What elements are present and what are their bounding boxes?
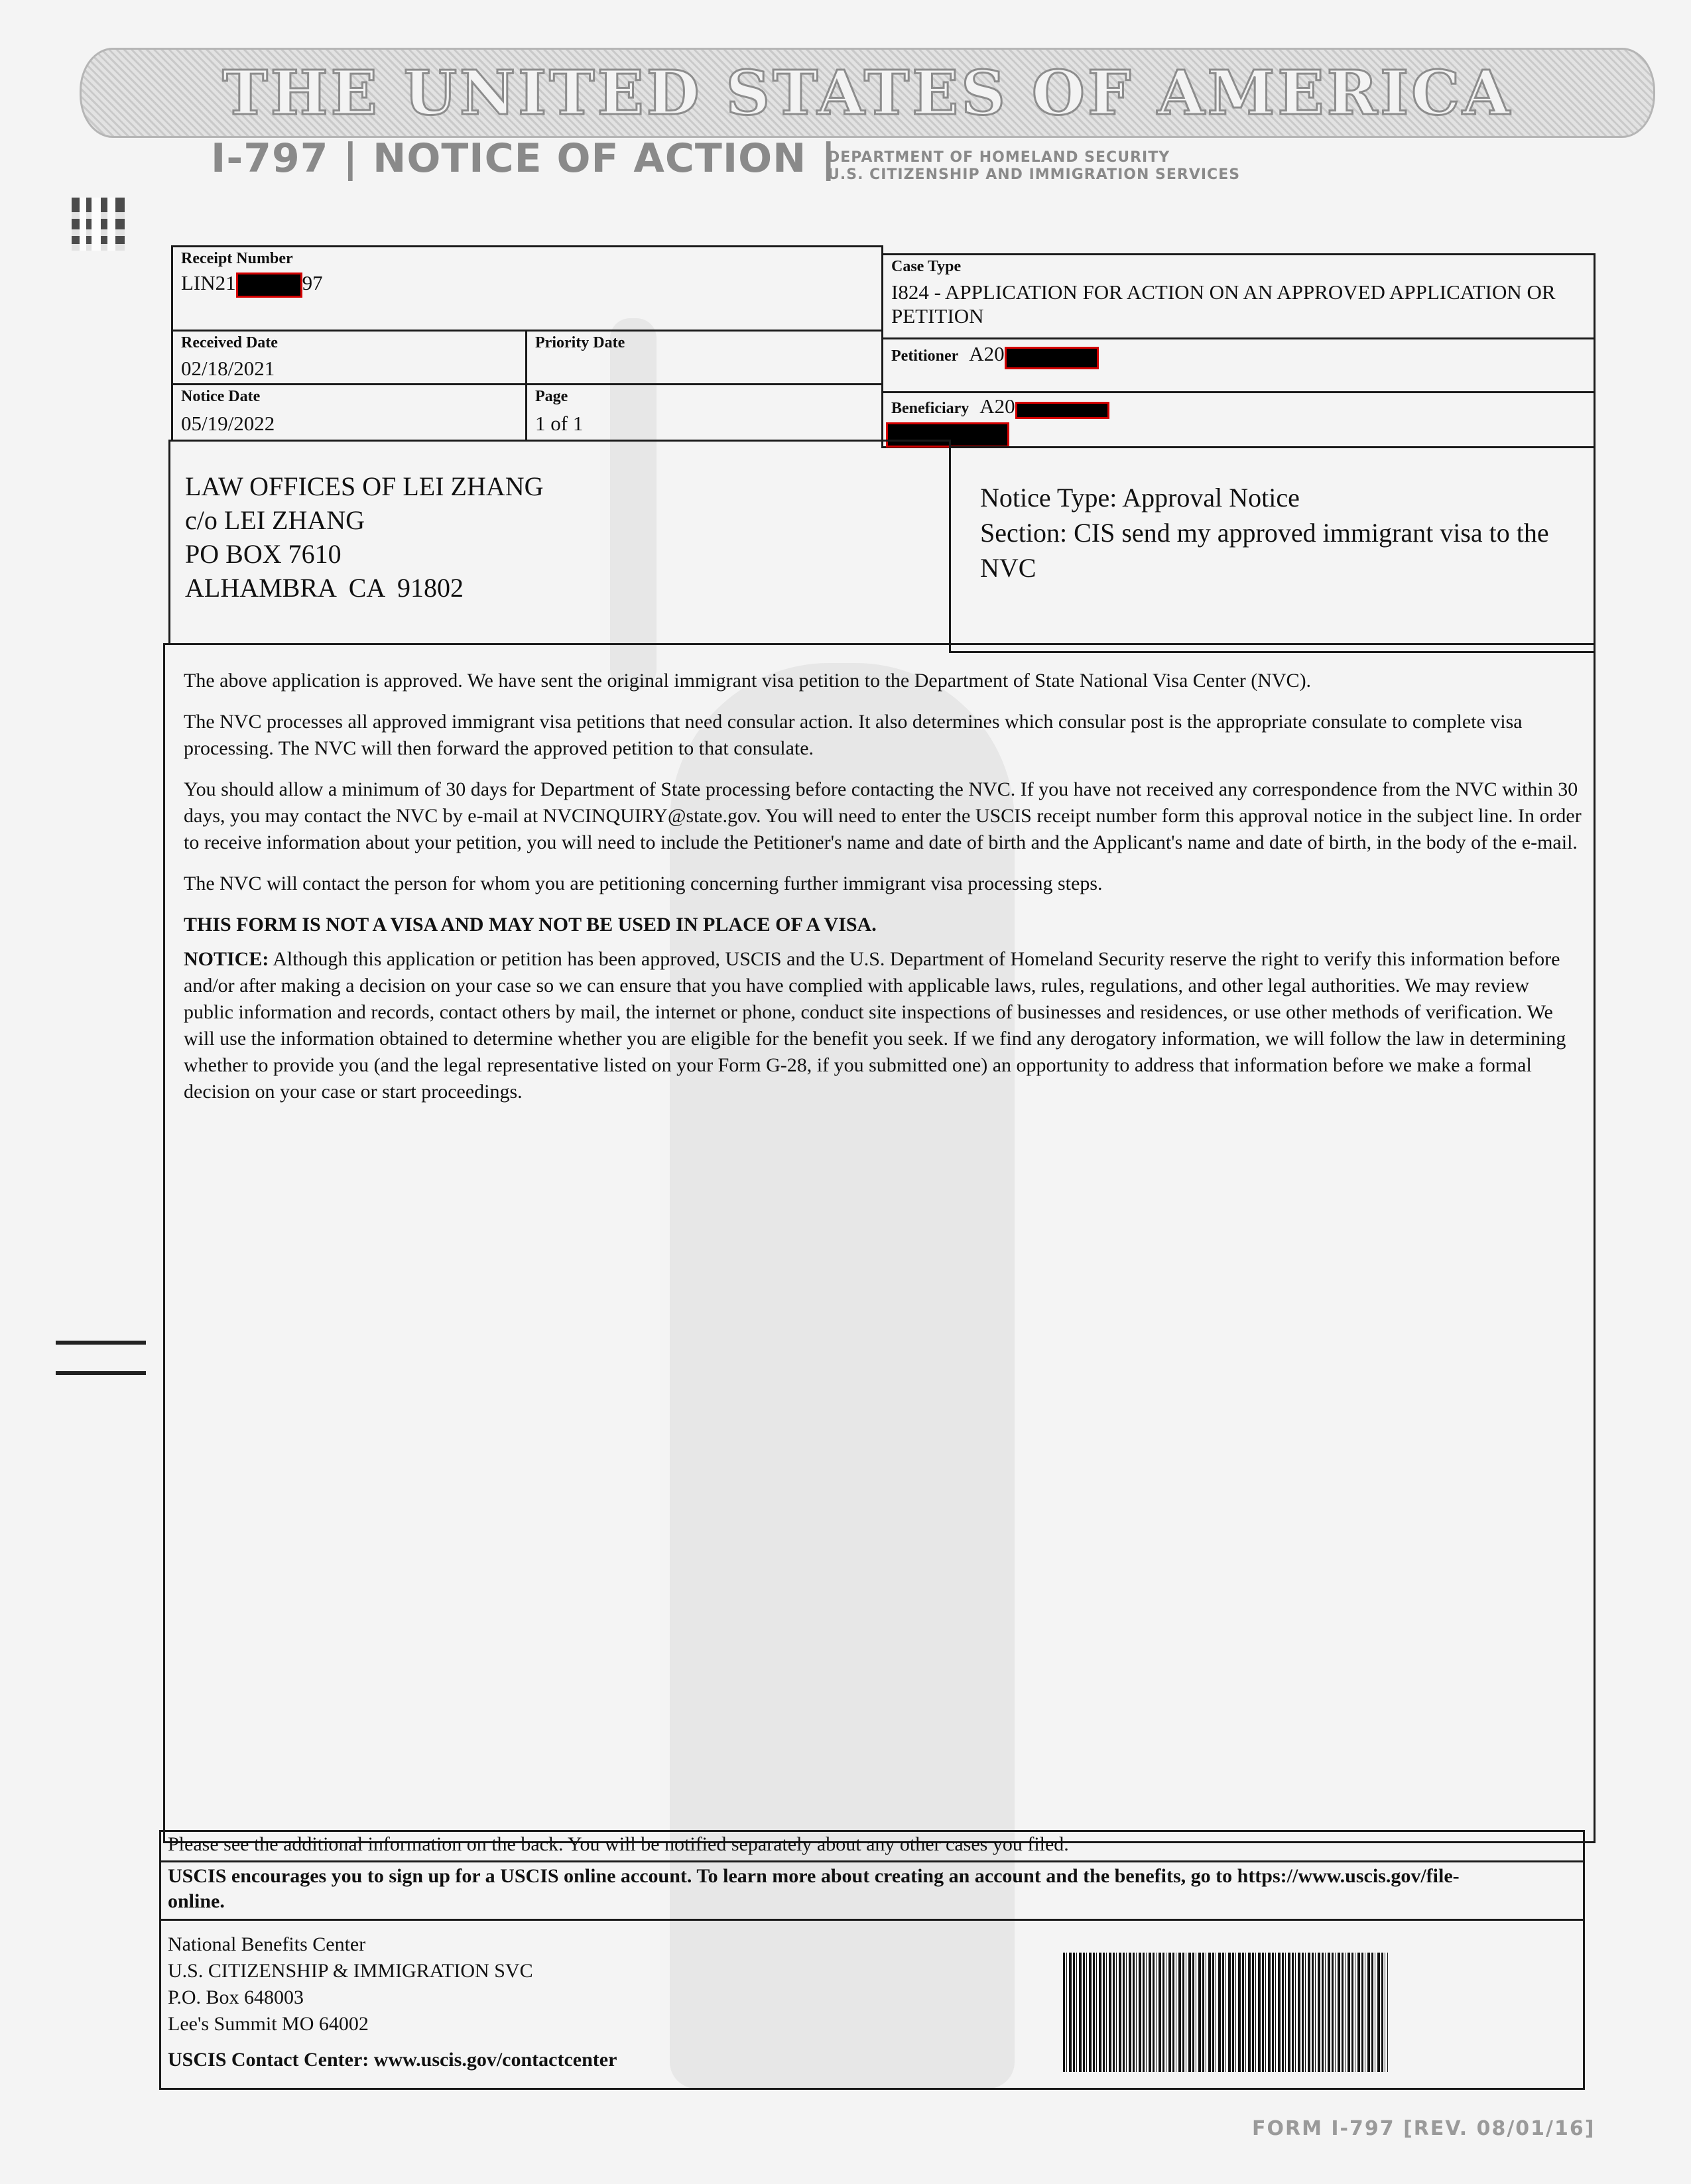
petitioner-cell bbox=[881, 337, 1596, 393]
page-value: 1 of 1 bbox=[535, 412, 584, 435]
barcode-icon bbox=[1063, 1953, 1388, 2072]
notice-body-frame bbox=[163, 643, 1596, 1843]
header-banner bbox=[80, 48, 1655, 138]
fold-mark bbox=[56, 1371, 146, 1375]
notice-type-text bbox=[980, 480, 1590, 585]
notice-label: NOTICE: bbox=[184, 948, 269, 970]
mailing-address bbox=[185, 469, 544, 605]
received-date-cell bbox=[171, 330, 527, 385]
notice-date-label: Notice Date bbox=[181, 388, 261, 405]
visa-warning: THIS FORM IS NOT A VISA AND MAY NOT BE USED IN PLACE OF A VISA. bbox=[184, 914, 877, 936]
received-date-label: Received Date bbox=[181, 334, 278, 351]
office-line-4: Lee's Summit MO 64002 bbox=[168, 2013, 369, 2035]
case-type-value: I824 - APPLICATION FOR ACTION ON AN APPROVED APPLICATION OR PETITION bbox=[891, 280, 1556, 328]
beneficiary-row bbox=[891, 394, 1109, 419]
receipt-number-label: Receipt Number bbox=[181, 250, 293, 267]
additional-info-text: Please see the additional information on the back. You will be notified separately about any other cases you filed. bbox=[168, 1833, 1069, 1855]
received-date-value: 02/18/2021 bbox=[181, 357, 275, 380]
notice-type-block bbox=[949, 446, 1596, 653]
petitioner-row bbox=[891, 342, 1099, 369]
office-line-1: National Benefits Center bbox=[168, 1933, 366, 1955]
form-title: I-797 | NOTICE OF ACTION | bbox=[211, 135, 837, 182]
body-paragraph-1: The above application is approved. We have sent the original immigrant visa petition to the Department of State National Visa Center (NVC). bbox=[184, 670, 1312, 692]
beneficiary-label: Beneficiary bbox=[891, 400, 970, 417]
petitioner-value: A20 bbox=[969, 342, 1005, 365]
online-account-row bbox=[161, 1862, 1583, 1921]
form-revision: FORM I-797 [REV. 08/01/16] bbox=[1252, 2117, 1596, 2140]
notice-date-cell bbox=[171, 383, 527, 442]
redaction-block bbox=[236, 273, 302, 298]
body-paragraph-4: The NVC will contact the person for whom you are petitioning concerning further immigrant visa processing steps. bbox=[184, 873, 1103, 894]
notice-date-value: 05/19/2022 bbox=[181, 412, 275, 435]
case-type-cell bbox=[881, 253, 1596, 339]
redaction-block bbox=[1005, 347, 1099, 369]
petitioner-label: Petitioner bbox=[891, 347, 959, 365]
page-cell bbox=[525, 383, 883, 442]
office-line-2: U.S. CITIZENSHIP & IMMIGRATION SVC bbox=[168, 1960, 533, 1982]
receipt-number-cell bbox=[171, 245, 883, 332]
office-address bbox=[168, 1931, 617, 2073]
additional-info-row bbox=[161, 1832, 1583, 1862]
address-line-3: PO BOX 7610 bbox=[185, 539, 342, 569]
agency-line-2: U.S. CITIZENSHIP AND IMMIGRATION SERVICES bbox=[828, 166, 1241, 183]
notice-paragraph bbox=[184, 946, 1583, 1105]
fold-mark bbox=[56, 1341, 146, 1345]
notice-text: Although this application or petition has been approved, USCIS and the U.S. Department of Homeland Security reserve the right to verify this information before and/or after making a decision on your case so we can ensure that you have complied with applicable laws, rules, regulations, and other legal authorities. We may review public information and records, contact others by mail, the internet or phone, conduct site inspections of businesses and residences, or use other methods of verification. We will use the information obtained to determine whether you are eligible for the benefit you seek. If we find any derogatory information, we will follow the law in determining whether to provide you (and the legal representative listed on your Form G-28, if you submitted one) an opportunity to address that information before we make a formal decision on your case or start proceedings. bbox=[184, 948, 1566, 1103]
priority-date-label: Priority Date bbox=[535, 334, 625, 351]
body-paragraph-3: You should allow a minimum of 30 days for Department of State processing before contacting the NVC. If you have not received any correspondence from the NVC within 30 days, you may contact the NVC by e-mail at NVCINQUIRY@state.gov. You will need to enter the USCIS receipt number form this approval notice in the subject line. In order to receive information about your petition, you will need to include the Petitioner's name and date of birth and the Applicant's name and date of birth, in the body of the e-mail. bbox=[184, 778, 1582, 853]
case-type-label: Case Type bbox=[891, 258, 962, 275]
online-account-text: USCIS encourages you to sign up for a USCIS online account. To learn more about creating an account and the benefits, go to https://www.uscis.gov/file-online. bbox=[168, 1865, 1460, 1912]
beneficiary-value: A20 bbox=[979, 394, 1015, 418]
banner-title: THE UNITED STATES OF AMERICA bbox=[222, 57, 1513, 129]
receipt-number-value bbox=[181, 271, 323, 298]
redaction-block bbox=[1015, 402, 1109, 419]
priority-date-cell bbox=[525, 330, 883, 385]
address-line-4: ALHAMBRA CA 91802 bbox=[185, 573, 464, 603]
agency-line-1: DEPARTMENT OF HOMELAND SECURITY bbox=[828, 149, 1170, 166]
contact-center: USCIS Contact Center: www.uscis.gov/contactcenter bbox=[168, 2049, 617, 2071]
agency-name bbox=[828, 149, 1240, 184]
notice-body-text bbox=[184, 668, 1583, 1120]
address-line-2: c/o LEI ZHANG bbox=[185, 505, 365, 535]
address-line-1: LAW OFFICES OF LEI ZHANG bbox=[185, 471, 544, 501]
notice-type: Notice Type: Approval Notice bbox=[980, 483, 1300, 513]
qr-code-icon bbox=[72, 198, 125, 251]
receipt-suffix: 97 bbox=[302, 271, 323, 294]
address-block bbox=[168, 440, 951, 645]
office-line-3: P.O. Box 648003 bbox=[168, 1986, 304, 2008]
notice-section: Section: CIS send my approved immigrant visa to the NVC bbox=[980, 518, 1549, 583]
body-paragraph-2: The NVC processes all approved immigrant visa petitions that need consular action. It also determines which consular post is the appropriate consulate to complete visa processing. The NVC will then forward the approved petition to that consulate. bbox=[184, 711, 1523, 759]
receipt-prefix: LIN21 bbox=[181, 271, 236, 294]
beneficiary-cell bbox=[881, 391, 1596, 448]
page-label: Page bbox=[535, 388, 568, 405]
